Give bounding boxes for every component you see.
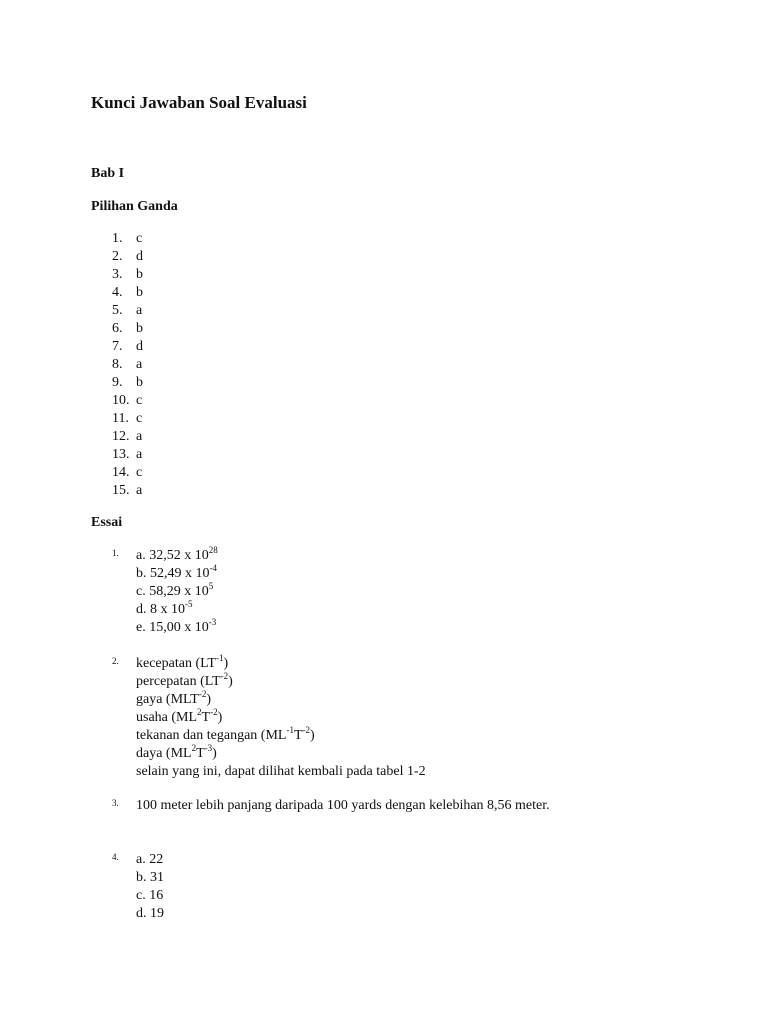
document-title: Kunci Jawaban Soal Evaluasi [91,93,307,112]
answer-line: c. 16 [136,888,164,903]
exponent: -3 [208,617,217,627]
item-number: 4. [112,285,123,300]
answer-line: b. 31 [136,870,164,885]
item-answer: b [136,375,143,390]
item-answer: b [136,321,143,336]
item-number: 5. [112,303,123,318]
item-number: 2. [112,656,119,666]
answer-line: b. 52,49 x $10^{-4}$ [136,563,217,581]
item-answer: a [136,447,143,462]
item-answer: c [136,411,143,426]
item-number: 12. [112,429,130,444]
item-answer: a [136,303,143,318]
item-number: 11. [112,411,129,426]
answer-line: e. 15,00 x $10^{-3}$ [136,617,217,635]
multiple-choice-heading: Pilihan Ganda [91,199,178,214]
answer-line: tekanan dan tegangan $(ML^{-1}T^{-2})$ [136,725,315,743]
essay-heading: Essai [91,515,123,530]
item-number: 10. [112,393,130,408]
item-answer: b [136,267,143,282]
item-number: 9. [112,375,123,390]
answer-line: daya $(ML^2T^{-3})$ [136,743,217,761]
answer-line: d. 8 x $10^{-5}$ [136,599,193,617]
exponent: -5 [185,599,193,609]
item-answer: d [136,249,143,264]
item-answer: b [136,285,143,300]
answer-line: d. 19 [136,906,164,921]
exponent: 5 [208,581,214,591]
item-answer: a [136,429,143,444]
item-answer: a [136,357,143,372]
item-number: 8. [112,357,123,372]
answer-line: selain yang ini, dapat dilihat kembali pada tabel 1-2 [136,764,426,779]
item-answer: c [136,393,143,408]
answer-line: percepatan $(LT^{-2})$ [136,671,233,689]
item-number: 2. [112,249,123,264]
item-number: 6. [112,321,123,336]
answer-line: gaya $(MLT^{-2})$ [136,689,212,707]
answer-line: kecepatan $(LT^{-1})$ [136,653,229,671]
item-number: 14. [112,465,130,480]
exponent: -4 [209,563,217,573]
item-number: 3. [112,267,123,282]
item-number: 13. [112,447,130,462]
chapter-heading: Bab I [91,166,125,181]
answer-line: a. 32,52 x $10^{28}$ [136,545,218,563]
item-answer: a [136,483,143,498]
item-number: 15. [112,483,130,498]
exponent: 28 [208,545,218,555]
item-number: 1. [112,548,119,558]
answer-line: 100 meter lebih panjang daripada 100 yards dengan kelebihan 8,56 meter. [136,798,550,813]
answer-line: c. 58,29 x $10^5$ [136,581,214,599]
item-number: 7. [112,339,123,354]
item-answer: c [136,465,143,480]
item-number: 3. [112,798,119,808]
item-number: 1. [112,231,123,246]
item-number: 4. [112,852,119,862]
item-answer: c [136,231,143,246]
answer-line: a. 22 [136,852,164,867]
item-answer: d [136,339,143,354]
answer-line: usaha $(ML^2T^{-2})$ [136,707,223,725]
